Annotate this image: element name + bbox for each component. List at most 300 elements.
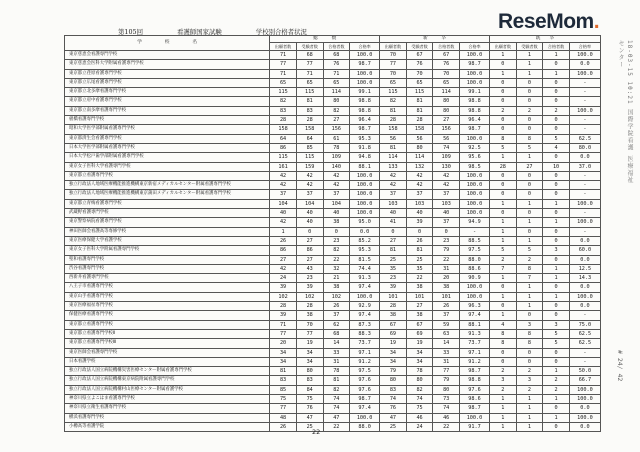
sub-header: 合格率	[569, 43, 600, 51]
value-cell: 46	[433, 413, 460, 422]
value-cell: 42	[406, 181, 433, 190]
value-cell: 1	[516, 292, 543, 301]
value-cell: 0	[543, 88, 570, 97]
value-cell: 20	[270, 339, 297, 348]
value-cell: 5	[543, 339, 570, 348]
value-cell: 70	[433, 69, 460, 78]
value-cell: 1	[516, 283, 543, 292]
school-name-cell: 東京都済生会看護専門学校	[65, 134, 270, 143]
value-cell: 101	[433, 292, 460, 301]
school-name-cell: 東京都立看護専門学校Ⅲ	[65, 339, 270, 348]
value-cell: 1	[516, 69, 543, 78]
value-cell: 8	[516, 339, 543, 348]
school-name-cell: 東京医師会看護専門学校	[65, 348, 270, 357]
value-cell: 67	[406, 51, 433, 60]
value-cell: 12.5	[569, 264, 600, 273]
school-name-cell: 保健医療看護専門学校	[65, 311, 270, 320]
value-cell: 96.4	[350, 116, 380, 125]
value-cell: 159	[296, 162, 323, 171]
table-row	[65, 236, 601, 245]
value-cell: 0.0	[569, 283, 600, 292]
table-row	[65, 394, 601, 403]
value-cell: 32	[323, 264, 350, 273]
value-cell: 39	[270, 283, 297, 292]
value-cell: 34	[406, 348, 433, 357]
value-cell: 76	[323, 60, 350, 69]
value-cell: 0	[490, 88, 517, 97]
value-cell: 65	[270, 78, 297, 87]
value-cell: 71	[270, 51, 297, 60]
value-cell: 0	[543, 209, 570, 218]
school-name-cell: 日本大学医学部附属看護専門学校	[65, 143, 270, 152]
value-cell: 156	[433, 125, 460, 134]
value-cell: 34	[296, 357, 323, 366]
value-cell: 4	[543, 143, 570, 152]
value-cell: 38	[433, 283, 460, 292]
value-cell: 2	[516, 367, 543, 376]
value-cell: 81	[406, 97, 433, 106]
table-row	[65, 246, 601, 255]
value-cell: 41	[380, 218, 407, 227]
school-name-cell: 独立行政法人地域医療機能推進機構東京新宿メディカルセンター附属看護専門学校	[65, 181, 270, 190]
school-name-cell: 神田医師会看護高等専修学校	[65, 227, 270, 236]
value-cell: 8	[490, 339, 517, 348]
value-cell: 24	[270, 274, 297, 283]
value-cell: 97.4	[350, 404, 380, 413]
school-name-cell: 板橋看護専門学校	[65, 116, 270, 125]
value-cell: 81	[406, 246, 433, 255]
value-cell: 115	[296, 88, 323, 97]
value-cell: 60.0	[569, 246, 600, 255]
value-cell: 19	[406, 339, 433, 348]
value-cell: 40	[406, 209, 433, 218]
value-cell: 102	[296, 292, 323, 301]
fax-stamp: 18-03-15 10:21 国際学院看護 医療福祉センター	[617, 40, 633, 184]
value-cell: 34	[296, 348, 323, 357]
school-name-cell: 東京女子医科大学看護専門学校	[65, 162, 270, 171]
value-cell: 97.4	[350, 283, 380, 292]
value-cell: 98.7	[350, 394, 380, 403]
school-name-cell: 東京都立南多摩看護専門学校	[65, 106, 270, 115]
sub-header: 合格率	[460, 43, 490, 51]
school-name-cell: 神奈川県立よこはま看護専門学校	[65, 394, 270, 403]
value-cell: 23	[433, 236, 460, 245]
value-cell: 98.8	[350, 106, 380, 115]
value-cell: 1	[490, 422, 517, 431]
value-cell: 98.6	[460, 394, 490, 403]
value-cell: 56	[433, 134, 460, 143]
value-cell: 84	[296, 385, 323, 394]
school-name-cell: 東京慈恵会医科大学附属看護専門学校	[65, 60, 270, 69]
value-cell: 0	[490, 348, 517, 357]
school-name-cell: 東京慈恵会看護専門学校	[65, 51, 270, 60]
school-name-cell: 東京都立看護専門学校	[65, 320, 270, 329]
value-cell: 38	[323, 283, 350, 292]
value-cell: 35	[406, 264, 433, 273]
value-cell: 98.8	[460, 97, 490, 106]
value-cell: 19	[296, 339, 323, 348]
value-cell: 100.0	[350, 69, 380, 78]
value-cell: 88.1	[460, 320, 490, 329]
value-cell: 56	[406, 134, 433, 143]
value-cell: 3	[543, 320, 570, 329]
value-cell: 80	[433, 97, 460, 106]
value-cell: 74	[323, 394, 350, 403]
value-cell: 1	[490, 404, 517, 413]
value-cell: 62.5	[569, 329, 600, 338]
value-cell: 63	[433, 329, 460, 338]
value-cell: 34	[380, 357, 407, 366]
value-cell: 27	[380, 236, 407, 245]
value-cell: 0	[543, 190, 570, 199]
value-cell: 82	[380, 97, 407, 106]
value-cell: 86	[270, 143, 297, 152]
value-cell: 115	[270, 153, 297, 162]
value-cell: 0	[490, 60, 517, 69]
value-cell: 77	[270, 329, 297, 338]
value-cell: 25	[380, 422, 407, 431]
value-cell: 100.0	[350, 199, 380, 208]
value-cell: 100.0	[350, 190, 380, 199]
value-cell: 2	[516, 255, 543, 264]
value-cell: 0	[543, 116, 570, 125]
value-cell: 0	[323, 227, 350, 236]
value-cell: 0	[490, 78, 517, 87]
value-cell: 88.3	[350, 329, 380, 338]
value-cell: 74	[323, 404, 350, 413]
value-cell: 1	[490, 274, 517, 283]
value-cell: 27	[323, 116, 350, 125]
value-cell: 1	[543, 394, 570, 403]
value-cell: 0.0	[569, 60, 600, 69]
value-cell: 48	[270, 413, 297, 422]
value-cell: -	[569, 357, 600, 366]
value-cell: 100.0	[460, 283, 490, 292]
value-cell: 1	[516, 422, 543, 431]
report-type: 学校別合格者状況	[255, 28, 307, 36]
table-row	[65, 97, 601, 106]
value-cell: 2	[516, 385, 543, 394]
value-cell: 1	[490, 218, 517, 227]
value-cell: 97.6	[460, 385, 490, 394]
value-cell: 62.5	[569, 134, 600, 143]
value-cell: 0	[490, 116, 517, 125]
table-row	[65, 329, 601, 338]
value-cell: 86	[296, 246, 323, 255]
value-cell: 115	[406, 88, 433, 97]
value-cell: 80	[406, 376, 433, 385]
value-cell: 26	[406, 236, 433, 245]
value-cell: 92.5	[460, 143, 490, 152]
value-cell: 22	[323, 255, 350, 264]
value-cell: 31	[323, 357, 350, 366]
table-row	[65, 171, 601, 180]
value-cell: 0	[543, 404, 570, 413]
results-table	[64, 35, 601, 432]
school-name-cell: 小樽高等看護学院	[65, 422, 270, 431]
value-cell: -	[569, 88, 600, 97]
value-cell: 5	[516, 143, 543, 152]
table-row	[65, 106, 601, 115]
value-cell: 22	[433, 422, 460, 431]
value-cell: 0	[516, 311, 543, 320]
value-cell: 4	[490, 320, 517, 329]
exam-number: 第105回	[118, 28, 143, 36]
value-cell: 78	[323, 143, 350, 152]
value-cell: 1	[490, 311, 517, 320]
value-cell: 98.8	[350, 97, 380, 106]
value-cell: 81	[323, 376, 350, 385]
sub-header: 出願者数	[270, 43, 297, 51]
table-row	[65, 385, 601, 394]
value-cell: 0	[543, 357, 570, 366]
value-cell: 100.0	[569, 218, 600, 227]
value-cell: 0	[296, 227, 323, 236]
value-cell: 97.6	[350, 385, 380, 394]
value-cell: 21	[323, 274, 350, 283]
value-cell: 115	[380, 88, 407, 97]
value-cell: 26	[270, 236, 297, 245]
value-cell: 37.0	[569, 162, 600, 171]
value-cell: 64	[270, 134, 297, 143]
value-cell: 1	[516, 413, 543, 422]
value-cell: 0	[516, 209, 543, 218]
value-cell: 40	[380, 209, 407, 218]
exam-subject: 看護師国家試験	[177, 28, 222, 36]
sub-header: 合格者数	[433, 43, 460, 51]
sub-header: 合格者数	[323, 43, 350, 51]
value-cell: 77	[270, 60, 297, 69]
value-cell: 85	[296, 143, 323, 152]
group-header-row	[65, 36, 601, 43]
value-cell: 100.0	[460, 69, 490, 78]
value-cell: 100.0	[350, 209, 380, 218]
value-cell: 1	[543, 199, 570, 208]
table-row	[65, 78, 601, 87]
value-cell: 100.0	[460, 199, 490, 208]
value-cell: 47	[296, 413, 323, 422]
value-cell: 85.2	[350, 236, 380, 245]
value-cell: 0	[490, 171, 517, 180]
value-cell: 2	[543, 376, 570, 385]
value-cell: 98.7	[460, 125, 490, 134]
value-cell: 97.4	[460, 311, 490, 320]
value-cell: 42	[270, 218, 297, 227]
value-cell: 38	[296, 311, 323, 320]
value-cell: 37	[433, 311, 460, 320]
value-cell: -	[569, 171, 600, 180]
group-header-new: 新 卒	[380, 36, 490, 43]
value-cell: 70	[380, 51, 407, 60]
value-cell: 0	[543, 311, 570, 320]
value-cell: 28	[296, 302, 323, 311]
value-cell: 100.0	[569, 394, 600, 403]
table-row	[65, 51, 601, 60]
value-cell: 88.0	[460, 255, 490, 264]
value-cell: 43	[296, 264, 323, 273]
value-cell: 81	[380, 246, 407, 255]
value-cell: 83	[270, 106, 297, 115]
school-name-cell: 八王子市看護専門学校	[65, 283, 270, 292]
value-cell: 38	[380, 311, 407, 320]
value-cell: 67	[433, 51, 460, 60]
value-cell: 38	[406, 311, 433, 320]
value-cell: 28	[490, 162, 517, 171]
value-cell: 96.3	[460, 302, 490, 311]
school-name-cell: 東京医療福祉専門学校	[65, 302, 270, 311]
value-cell: 100.0	[569, 292, 600, 301]
value-cell: 1	[516, 302, 543, 311]
value-cell: 71	[323, 69, 350, 78]
sub-header: 受験者数	[406, 43, 433, 51]
value-cell: 100.0	[569, 199, 600, 208]
value-cell: 0.0	[569, 302, 600, 311]
school-name-cell: 西新井看護専門学校	[65, 274, 270, 283]
value-cell: 91.3	[350, 274, 380, 283]
value-cell: 0	[490, 181, 517, 190]
school-name-cell: 独立行政法人国立病院機構東京病院附属看護専門学校	[65, 376, 270, 385]
value-cell: 71	[270, 69, 297, 78]
value-cell: 47	[323, 413, 350, 422]
value-cell: 0	[543, 60, 570, 69]
value-cell: 115	[270, 88, 297, 97]
value-cell: 80	[296, 367, 323, 376]
value-cell: -	[569, 311, 600, 320]
value-cell: 130	[433, 162, 460, 171]
value-cell: 74	[380, 394, 407, 403]
value-cell: 95.3	[350, 134, 380, 143]
value-cell: 42	[270, 264, 297, 273]
value-cell: 82	[406, 385, 433, 394]
value-cell: 1	[490, 394, 517, 403]
value-cell: 34	[270, 348, 297, 357]
sub-header: 受験者数	[516, 43, 543, 51]
value-cell: 0	[543, 348, 570, 357]
value-cell: 76	[296, 404, 323, 413]
value-cell: 23	[380, 274, 407, 283]
value-cell: 27	[270, 255, 297, 264]
value-cell: 1	[543, 218, 570, 227]
value-cell: 26	[270, 422, 297, 431]
value-cell: 8	[490, 134, 517, 143]
value-cell: 71	[270, 320, 297, 329]
value-cell: 37	[296, 190, 323, 199]
value-cell: -	[569, 181, 600, 190]
value-cell: 81	[270, 367, 297, 376]
group-header-total: 総 数	[270, 36, 380, 43]
table-row	[65, 367, 601, 376]
table-row	[65, 134, 601, 143]
value-cell: 0	[490, 302, 517, 311]
value-cell: 81	[296, 97, 323, 106]
value-cell: 100.0	[350, 413, 380, 422]
value-cell: 1	[490, 153, 517, 162]
value-cell: 99.1	[350, 88, 380, 97]
value-cell: 88.0	[350, 422, 380, 431]
value-cell: 22	[406, 274, 433, 283]
value-cell: -	[569, 227, 600, 236]
value-cell: 98.7	[460, 60, 490, 69]
value-cell: 0	[516, 227, 543, 236]
value-cell: 100.0	[350, 78, 380, 87]
value-cell: 65	[406, 78, 433, 87]
value-cell: -	[460, 227, 490, 236]
value-cell: 37	[433, 218, 460, 227]
value-cell: -	[569, 125, 600, 134]
value-cell: 76	[406, 60, 433, 69]
value-cell: 62	[323, 320, 350, 329]
value-cell: 42	[433, 171, 460, 180]
value-cell: 82	[323, 246, 350, 255]
value-cell: 61	[323, 134, 350, 143]
school-name-cell: 東京都立北多摩看護専門学校	[65, 88, 270, 97]
table-row	[65, 218, 601, 227]
value-cell: 40	[296, 218, 323, 227]
value-cell: 8	[516, 329, 543, 338]
value-cell: 74	[406, 394, 433, 403]
value-cell: 34	[380, 348, 407, 357]
value-cell: 75.0	[569, 320, 600, 329]
value-cell: 70	[406, 69, 433, 78]
value-cell: 65	[323, 78, 350, 87]
value-cell: 98.7	[350, 60, 380, 69]
value-cell: 0	[516, 125, 543, 134]
value-cell: 28	[270, 302, 297, 311]
value-cell: 158	[270, 125, 297, 134]
value-cell: 83	[296, 106, 323, 115]
school-name-cell: 日本大学松戸歯学部附属看護専門学校	[65, 153, 270, 162]
value-cell: 27	[406, 302, 433, 311]
value-cell: 86	[270, 246, 297, 255]
value-cell: 96.4	[460, 116, 490, 125]
value-cell: 98.8	[460, 106, 490, 115]
value-cell: 101	[406, 292, 433, 301]
table-row	[65, 292, 601, 301]
value-cell: 104	[296, 199, 323, 208]
value-cell: 0	[516, 190, 543, 199]
sub-header: 合格者数	[543, 43, 570, 51]
value-cell: 81	[380, 143, 407, 152]
value-cell: 76	[380, 404, 407, 413]
value-cell: 158	[380, 125, 407, 134]
value-cell: 39	[296, 283, 323, 292]
value-cell: 0	[490, 125, 517, 134]
value-cell: 82	[270, 97, 297, 106]
value-cell: 99.1	[460, 88, 490, 97]
value-cell: 68	[296, 51, 323, 60]
value-cell: 47	[380, 413, 407, 422]
value-cell: 0.0	[569, 153, 600, 162]
value-cell: 88.1	[350, 162, 380, 171]
value-cell: 1	[490, 51, 517, 60]
value-cell: 77	[433, 367, 460, 376]
value-cell: 1	[516, 60, 543, 69]
value-cell: 82	[323, 385, 350, 394]
value-cell: 100.0	[350, 292, 380, 301]
value-cell: 114	[406, 153, 433, 162]
value-cell: 132	[406, 162, 433, 171]
value-cell: 42	[380, 181, 407, 190]
value-cell: 27	[433, 116, 460, 125]
value-cell: 1	[490, 227, 517, 236]
value-cell: 82	[323, 106, 350, 115]
value-cell: 8	[490, 329, 517, 338]
value-cell: 0	[516, 78, 543, 87]
value-cell: 100.0	[460, 181, 490, 190]
value-cell: 101	[380, 292, 407, 301]
value-cell: 98.7	[350, 125, 380, 134]
value-cell: 28	[380, 302, 407, 311]
